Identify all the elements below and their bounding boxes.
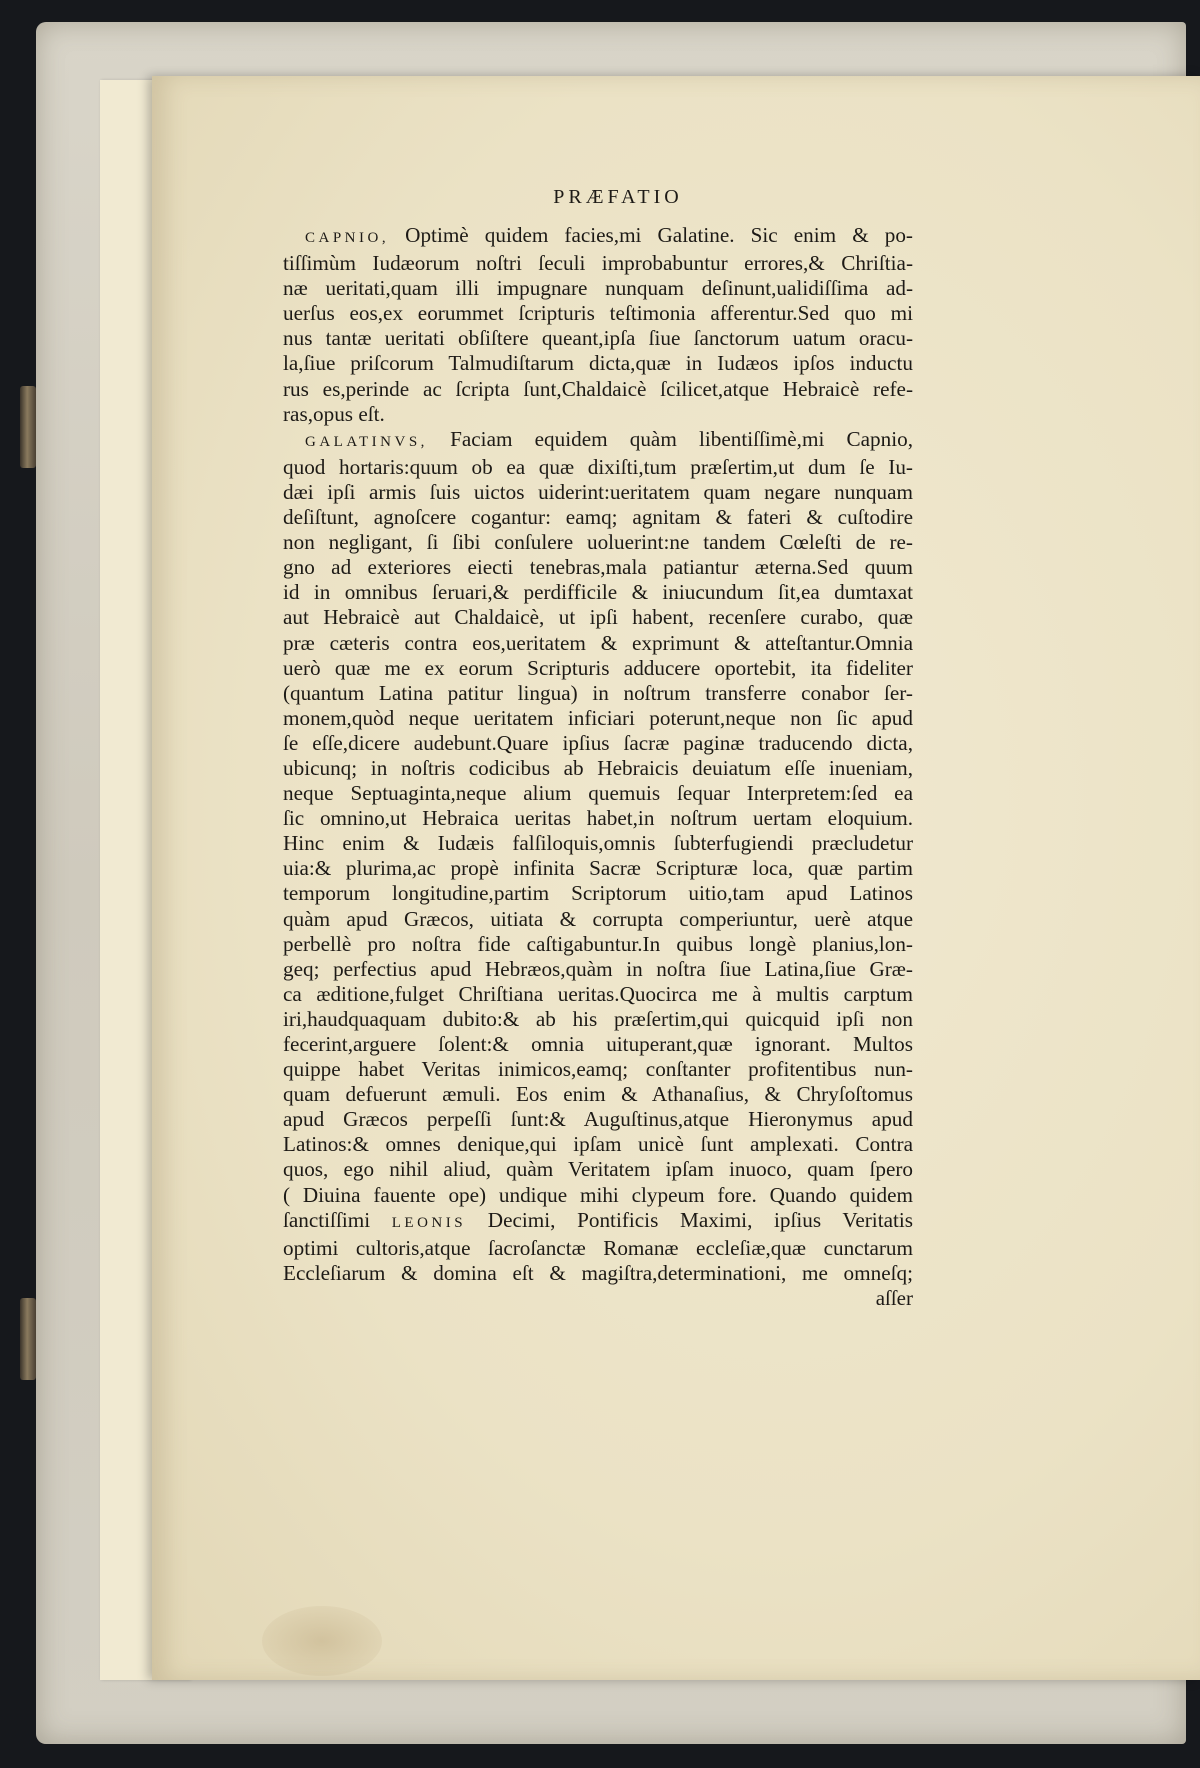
text-line: quàm apud Græcos, uitiata & corrupta comperiuntur, uerè atque	[283, 906, 913, 931]
text-line: quos, ego nihil aliud, quàm Veritatem ipſam inuoco, quam ſpero	[283, 1157, 913, 1182]
clasp-top	[20, 386, 36, 468]
text-line: GALATINVS, Faciam equidem quàm libentiſſimè,mi Capnio,	[305, 426, 913, 451]
text-line: quod hortaris:quum ob ea quæ dixiſti,tum præſertim,ut dum ſe Iu-	[283, 454, 913, 479]
text-line: ras,opus eſt.	[283, 401, 385, 426]
text-line: neque Septuaginta,neque alium quemuis ſequar Interpretem:ſed ea	[283, 781, 913, 806]
text-line: aut Hebraicè aut Chaldaicè, ut ipſi habent, recenſere curabo, quæ	[283, 605, 913, 630]
text-line: CAPNIO, Optimè quidem facies,mi Galatine. Sic enim & po-	[305, 223, 913, 247]
text-line: ( Diuina fauente ope) undique mihi clypeum fore. Quando quidem	[283, 1182, 913, 1207]
text-line: temporum longitudine,partim Scriptorum uitio,tam apud Latinos	[283, 881, 913, 906]
text-line: uerſus eos,ex eorummet ſcripturis teſtimonia afferentur.Sed quo mi	[283, 301, 913, 326]
speaker-capnio: CAPNIO,	[305, 230, 390, 246]
text-line: nus tantæ ueritati obſiſtere queant,ipſa ſiue ſanctorum uatum oracu-	[283, 326, 913, 351]
text-line: ſic omnino,ut Hebraica ueritas habet,in noſtrum uertam eloquium.	[283, 806, 913, 831]
text-line: Hinc enim & Iudæis falſiloquis,omnis ſubterfugiendi præcludetur	[283, 831, 913, 856]
text-line: (quantum Latina patitur lingua) in noſtrum transferre conabor ſer-	[283, 680, 913, 705]
text-line: deſiſtunt, agnoſcere cogantur: eamq; agnitam & fateri & cuſtodire	[283, 505, 913, 530]
running-head: PRÆFATIO	[553, 186, 683, 208]
text-line: Eccleſiarum & domina eſt & magiſtra,determinationi, me omneſq;	[283, 1260, 913, 1285]
text-line: optimi cultoris,atque ſacroſanctæ Romanæ eccleſiæ,quæ cunctarum	[283, 1235, 913, 1260]
text-line: ſe eſſe,dicere audebunt.Quare ipſius ſacræ paginæ traducendo dicta,	[283, 730, 913, 755]
text-line: dæi ipſi armis ſuis uictos uiderint:ueritatem quam negare nunquam	[283, 479, 913, 504]
text-line: quam defuerunt æmuli. Eos enim & Athanaſius, & Chryſoſtomus	[283, 1082, 913, 1107]
leonis-name: LEONIS	[391, 1214, 467, 1231]
text-line: iri,haudquaquam dubito:& ab his præſertim,qui quicquid ipſi non	[283, 1006, 913, 1031]
text-line: perbellè pro noſtra fide caſtigabuntur.In quibus longè planius,lon-	[283, 931, 913, 956]
text-line: la,ſiue priſcorum Talmudiſtarum dicta,quæ in Iudæos ipſos inductu	[283, 351, 913, 376]
page-stain	[262, 1606, 382, 1676]
text-line: ubicunq; in noſtris codicibus ab Hebraicis deuiatum eſſe inueniam,	[283, 755, 913, 780]
catchword: aſſer	[875, 1285, 913, 1310]
speaker-galatinus: GALATINVS,	[305, 433, 428, 450]
text-line: fecerint,arguere ſolent:& omnia uituperant,quæ ignorant. Multos	[283, 1032, 913, 1056]
text-line: monem,quòd neque ueritatem inficiari poterunt,neque non ſic apud	[283, 705, 913, 730]
text-line: geq; perfectius apud Hebræos,quàm in noſtra ſiue Latina,ſiue Græ-	[283, 956, 913, 981]
text-line: ca æditione,fulget Chriſtiana ueritas.Quocirca me à multis carptum	[283, 981, 913, 1006]
text-line: uia:& plurima,ac propè infinita Sacræ Scripturæ loca, quæ partim	[283, 856, 913, 881]
text-block	[283, 146, 913, 1311]
text-line: uerò quæ me ex eorum Scripturis adducere oportebit, ita fideliter	[283, 655, 913, 680]
paragraph-galatinus	[283, 427, 913, 1286]
text-line: id in omnibus ſeruari,& perdifficile & iniucundum ſit,ea dumtaxat	[283, 580, 913, 605]
text-line: non negligant, ſi ſibi conſulere uoluerint:ne tandem Cœleſti de re-	[283, 530, 913, 555]
text-line: tiſſimùm Iudæorum noſtri ſeculi improbabuntur errores,& Chriſtia-	[283, 251, 913, 276]
text-line: Latinos:& omnes denique,qui ipſam unicè ſunt amplexati. Contra	[283, 1132, 913, 1157]
text-line: rus es,perinde ac ſcripta ſunt,Chaldaicè ſcilicet,atque Hebraicè refe-	[283, 376, 913, 401]
text-line: næ ueritati,quam illi impugnare nunquam deſinunt,ualidiſſima ad-	[283, 276, 913, 301]
text-line: apud Græcos perpeſſi ſunt:& Auguſtinus,atque Hieronymus apud	[283, 1107, 913, 1132]
paragraph-capnio	[283, 223, 913, 427]
text-line: præ cæteris contra eos,ueritatem & exprimunt & atteſtantur.Omnia	[283, 630, 913, 655]
text-line: gno ad exteriores eiecti tenebras,mala patiantur æterna.Sed quum	[283, 555, 913, 580]
clasp-bottom	[20, 1298, 36, 1380]
text-line: ſanctiſſimi LEONIS Decimi, Pontificis Maximi, ipſius Veritatis	[283, 1207, 914, 1232]
text-line: quippe habet Veritas inimicos,eamq; conſtanter profitentibus nun-	[283, 1057, 913, 1082]
